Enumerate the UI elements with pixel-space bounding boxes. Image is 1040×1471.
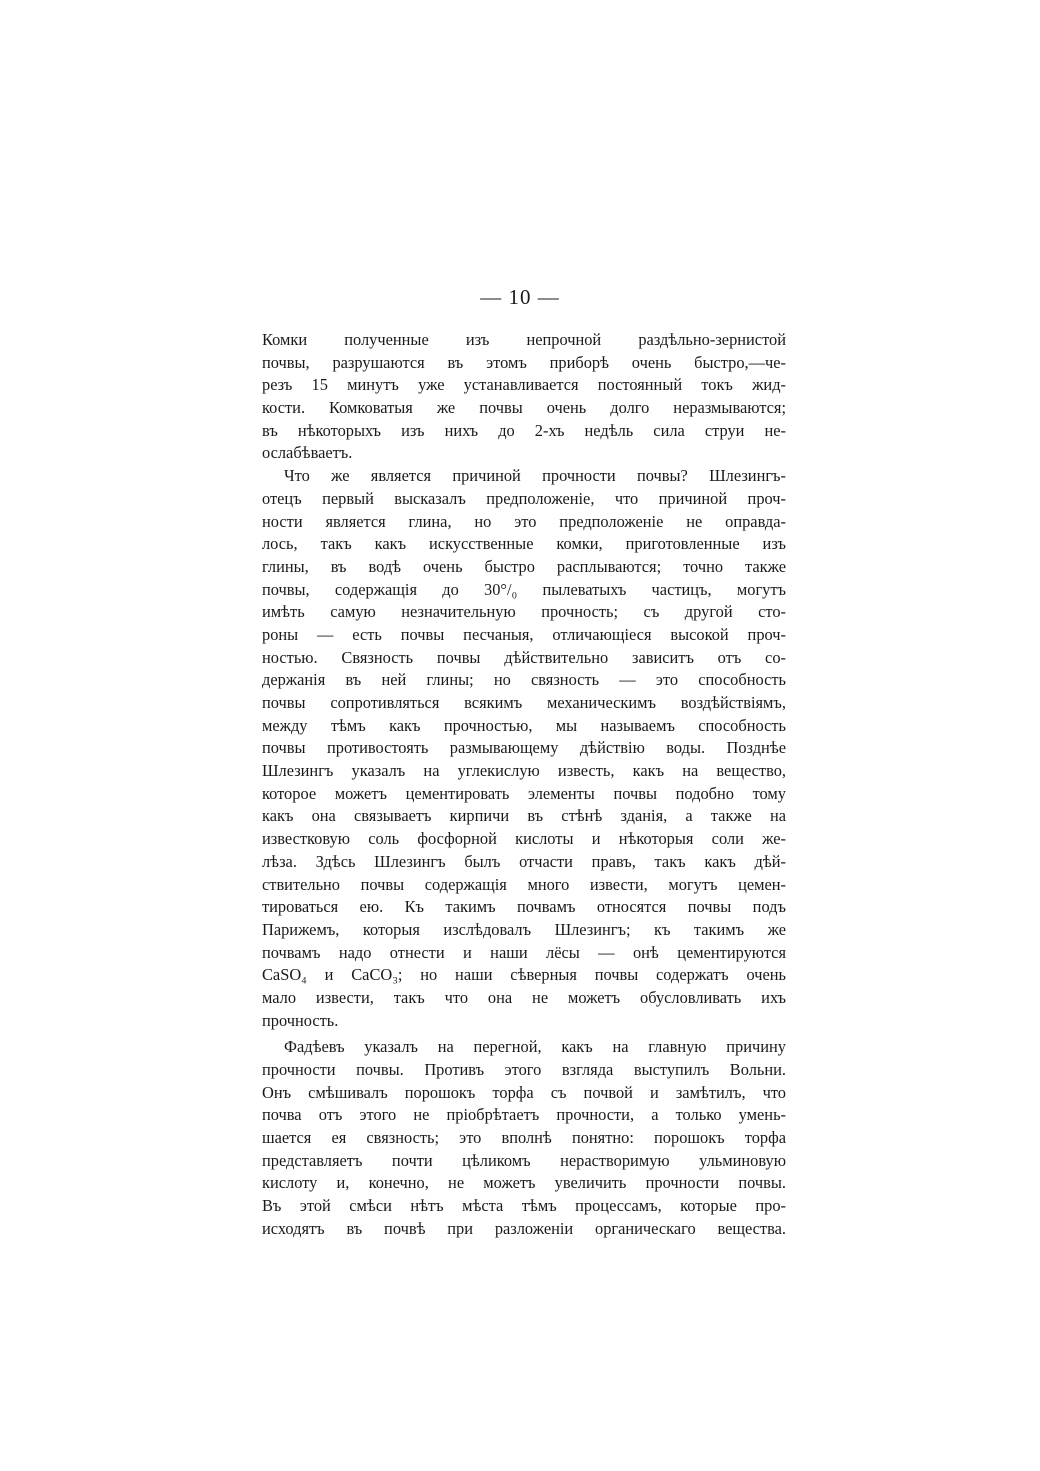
text-line: ностью. Связность почвы дѣйствительно зависитъ отъ со-: [262, 647, 786, 667]
text-line: роны — есть почвы песчаныя, отличающіеся высокой проч-: [262, 624, 786, 644]
text-line: кости. Комковатыя же почвы очень долго неразмываются;: [262, 398, 786, 418]
text-line: известковую соль фосфорной кислоты и нѣкоторыя соли же-: [262, 829, 786, 849]
text-line: какъ она связываетъ кирпичи въ стѣнѣ зданія, а также на: [262, 806, 786, 826]
text-line: почва отъ этого не пріобрѣтаетъ прочности, а только умень-: [262, 1105, 786, 1125]
text-line: ности является глина, но это предположеніе не оправда-: [262, 511, 786, 531]
text-line: между тѣмъ какъ прочностью, мы называемъ способность: [262, 715, 786, 735]
text-line: лѣза. Здѣсь Шлезингъ былъ отчасти правъ, такъ какъ дѣй-: [262, 851, 786, 871]
text-line: которое можетъ цементировать элементы почвы подобно тому: [262, 783, 786, 803]
paragraph: [262, 1036, 786, 1240]
text-line: лось, такъ какъ искусственные комки, приготовленные изъ: [262, 534, 786, 554]
text-line: въ нѣкоторыхъ изъ нихъ до 2-хъ недѣль сила струи не-: [262, 420, 786, 440]
text-line: Парижемъ, которыя изслѣдовалъ Шлезингъ; къ такимъ же: [262, 919, 786, 939]
text-line: Комки полученные изъ непрочной раздѣльно-зернистой: [262, 330, 786, 349]
text-line: глины, въ водѣ очень быстро расплываются; точно также: [262, 556, 786, 576]
text-line: ослабѣваетъ.: [262, 443, 353, 463]
text-line: представляетъ почти цѣликомъ нерастворимую ульминовую: [262, 1150, 786, 1170]
text-line: резъ 15 минутъ уже устанавливается постоянный токъ жид-: [262, 375, 786, 395]
text-line: тироваться ею. Къ такимъ почвамъ относятся почвы подъ: [262, 897, 786, 917]
text-line: почвы противостоять размывающему дѣйствію воды. Позднѣе: [262, 738, 786, 758]
paragraph: [262, 329, 786, 465]
text-line: CaSO₄ и CaCO₃; но наши сѣверныя почвы содержатъ очень: [262, 965, 786, 985]
text-line: ствительно почвы содержащія много извести, могутъ цемен-: [262, 874, 786, 894]
text-line: прочность.: [262, 1010, 339, 1030]
text-line: прочности почвы. Противъ этого взгляда выступилъ Вольни.: [262, 1060, 786, 1079]
text-line: почвы, разрушаются въ этомъ приборѣ очень быстро,—че-: [262, 352, 786, 372]
text-line: Фадѣевъ указалъ на перегной, какъ на главную причину: [284, 1037, 786, 1057]
text-line: Онъ смѣшивалъ порошокъ торфа съ почвой и замѣтилъ, что: [262, 1082, 786, 1102]
text-line: почвамъ надо отнести и наши лёсы — онѣ цементируются: [262, 942, 786, 962]
text-line: держанія въ ней глины; но связность — это способность: [262, 670, 786, 690]
text-line: почвы сопротивляться всякимъ механическимъ воздѣйствіямъ,: [262, 693, 786, 712]
text-line: почвы, содержащія до 30°/₀ пылеватыхъ частицъ, могутъ: [262, 579, 786, 599]
text-line: шается ея связность; это вполнѣ понятно: порошокъ торфа: [262, 1128, 786, 1148]
text-line: Шлезингъ указалъ на углекислую известь, какъ на вещество,: [262, 761, 786, 781]
text-line: имѣть самую незначительную прочность; съ другой сто-: [262, 602, 786, 622]
page-number: — 10 —: [480, 285, 560, 309]
page-body: [262, 329, 786, 1241]
text-line: мало извести, такъ что она не можетъ обусловливать ихъ: [262, 987, 786, 1007]
text-line: Что же является причиной прочности почвы? Шлезингъ-: [284, 466, 786, 486]
text-line: Въ этой смѣси нѣтъ мѣста тѣмъ процессамъ, которые про-: [262, 1196, 786, 1216]
text-line: отецъ первый высказалъ предположеніе, что причиной проч-: [262, 488, 786, 508]
paragraph: [262, 465, 786, 1032]
text-line: кислоту и, конечно, не можетъ увеличить прочности почвы.: [262, 1173, 786, 1193]
text-line: исходятъ въ почвѣ при разложеніи органическаго вещества.: [262, 1218, 786, 1238]
